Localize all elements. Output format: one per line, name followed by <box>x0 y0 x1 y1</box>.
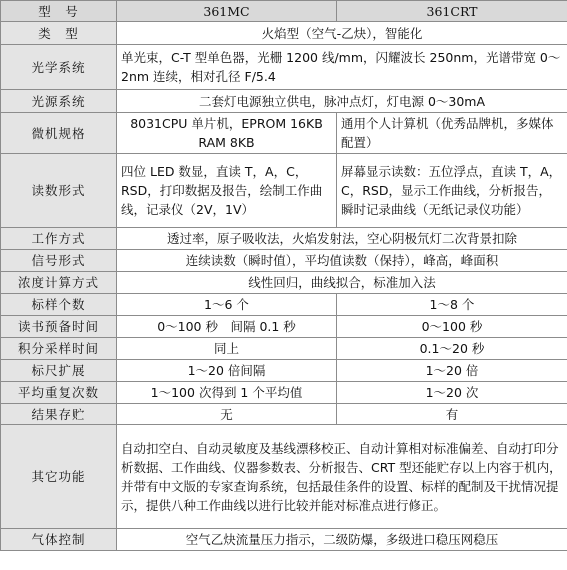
row-value: 二套灯电源独立供电，脉冲点灯，灯电源 0～30mA <box>117 90 567 113</box>
row-scale-expansion <box>1 360 567 382</box>
cell-361crt: 有 <box>337 404 567 425</box>
cell-361crt: 屏幕显示读数：五位浮点，直读 T，A，C，RSD，显示工作曲线，分析报告，瞬时记录曲线（无纸记录仪功能） <box>337 154 567 228</box>
row-value: 连续读数（瞬时值），平均值读数（保持），峰高，峰面积 <box>117 250 567 272</box>
cell-361mc: 1～6 个 <box>117 294 337 316</box>
row-label: 其它功能 <box>1 425 117 529</box>
row-label: 光源系统 <box>1 90 117 113</box>
row-label: 读数形式 <box>1 154 117 228</box>
model-361mc: 361MC <box>117 1 337 22</box>
row-gas <box>1 529 567 551</box>
row-optics <box>1 45 567 90</box>
cell-361mc: 同上 <box>117 338 337 360</box>
cell-361crt: 0.1～20 秒 <box>337 338 567 360</box>
header-row <box>1 1 567 22</box>
row-standards <box>1 294 567 316</box>
row-value: 线性回归，曲线拟合，标准加入法 <box>117 272 567 294</box>
row-signal <box>1 250 567 272</box>
row-light-source <box>1 90 567 113</box>
row-concentration <box>1 272 567 294</box>
cell-361crt: 1～20 倍 <box>337 360 567 382</box>
row-label: 光学系统 <box>1 45 117 90</box>
row-label: 读书预备时间 <box>1 316 117 338</box>
row-label: 工作方式 <box>1 228 117 250</box>
model-361crt: 361CRT <box>337 1 567 22</box>
row-label: 微机规格 <box>1 113 117 154</box>
row-value: 单光束，C-T 型单色器，光栅 1200 线/mm，闪耀波长 250nm，光谱带宽 0～2nm 连续，相对孔径 F/5.4 <box>117 45 567 90</box>
row-label: 标样个数 <box>1 294 117 316</box>
cell-361mc: 8031CPU 单片机，EPROM 16KB RAM 8KB <box>117 113 337 154</box>
row-integration <box>1 338 567 360</box>
row-other <box>1 425 567 529</box>
cell-361mc: 四位 LED 数显，直读 T，A，C，RSD，打印数据及报告，绘制工作曲线，记录仪（2V，1V） <box>117 154 337 228</box>
cell-361mc: 1～100 次得到 1 个平均值 <box>117 382 337 404</box>
cell-361mc: 0～100 秒 间隔 0.1 秒 <box>117 316 337 338</box>
row-value: 火焰型（空气-乙炔），智能化 <box>117 22 567 45</box>
row-label: 积分采样时间 <box>1 338 117 360</box>
row-label: 结果存贮 <box>1 404 117 425</box>
row-repeats <box>1 382 567 404</box>
cell-361mc: 无 <box>117 404 337 425</box>
row-type <box>1 22 567 45</box>
row-read-delay <box>1 316 567 338</box>
cell-361crt: 1～20 次 <box>337 382 567 404</box>
cell-361crt: 0～100 秒 <box>337 316 567 338</box>
row-label: 浓度计算方式 <box>1 272 117 294</box>
row-working-mode <box>1 228 567 250</box>
row-value: 透过率，原子吸收法，火焰发射法，空心阴极氘灯二次背景扣除 <box>117 228 567 250</box>
row-storage <box>1 404 567 425</box>
row-readout <box>1 154 567 228</box>
row-label: 类 型 <box>1 22 117 45</box>
cell-361mc: 1～20 倍间隔 <box>117 360 337 382</box>
row-label: 气体控制 <box>1 529 117 551</box>
row-label: 信号形式 <box>1 250 117 272</box>
row-value: 自动扣空白、自动灵敏度及基线漂移校正、自动计算相对标准偏差、自动打印分析数据、工作曲线、仪器参数表、分析报告、CRT 型还能贮存以上内容于机内，并带有中文版的专家查询系统，包括最佳条件的设置、标样的配制及干扰情况提示，提供八种工作曲线以进行比较并能对标准点进行修正。 <box>117 425 567 529</box>
row-label: 平均重复次数 <box>1 382 117 404</box>
header-label: 型 号 <box>1 1 117 22</box>
cell-361crt: 1～8 个 <box>337 294 567 316</box>
row-label: 标尺扩展 <box>1 360 117 382</box>
row-value: 空气乙炔流量压力指示，二级防爆，多级进口稳压网稳压 <box>117 529 567 551</box>
row-computer <box>1 113 567 154</box>
cell-361crt: 通用个人计算机（优秀品牌机，多媒体配置） <box>337 113 567 154</box>
